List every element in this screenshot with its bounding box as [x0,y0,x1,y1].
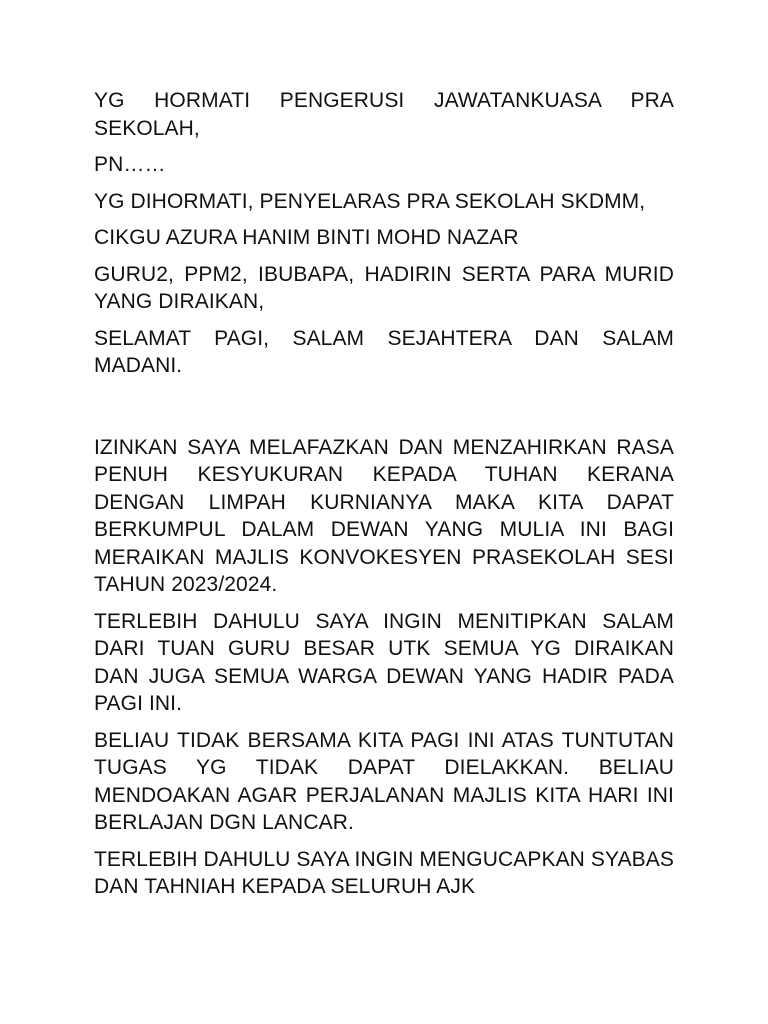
greeting-pn: PN…… [94,153,166,176]
body-paragraph-congratulations: TERLEBIH DAHULU SAYA INGIN MENGUCAPKAN SYABAS DAN TAHNIAH KEPADA SELURUH AJK [94,847,674,898]
greeting-coordinator: YG DIHORMATI, PENYELARAS PRA SEKOLAH SKDMM, [94,189,646,213]
body-paragraph-headmaster-absence: BELIAU TIDAK BERSAMA KITA PAGI INI ATAS TUNTUTAN TUGAS YG TIDAK DAPAT DIELAKKAN. BELIAU MENDOAKAN AGAR PERJALANAN MAJLIS KITA HARI INI BERLAJAN DGN LANCAR. [94,728,674,834]
greeting-audience: GURU2, PPM2, IBUBAPA, HADIRIN SERTA PARA MURID YANG DIRAIKAN, [94,262,674,313]
paragraph-gap [94,389,674,434]
body-paragraph-greetings-from-headmaster: TERLEBIH DAHULU SAYA INGIN MENITIPKAN SALAM DARI TUAN GURU BESAR UTK SEMUA YG DIRAIKAN DAN JUGA SEMUA WARGA DEWAN YANG HADIR PADA PAGI INI. [94,609,674,715]
greeting-salutation: SELAMAT PAGI, SALAM SEJAHTERA DAN SALAM MADANI. [94,326,674,377]
document-content [94,87,674,910]
body-paragraph-gratitude: IZINKAN SAYA MELAFAZKAN DAN MENZAHIRKAN RASA PENUH KESYUKURAN KEPADA TUHAN KERANA DENGAN LIMPAH KURNIANYA MAKA KITA DAPAT BERKUMPUL DALAM DEWAN YANG MULIA INI BAGI MERAIKAN MAJLIS KONVOKESYEN PRASEKOLAH SESI TAHUN 2023/2024. [94,435,674,596]
greeting-chairman: YG HORMATI PENGERUSI JAWATANKUASA PRA SEKOLAH, [94,89,674,140]
greeting-teacher-name: CIKGU AZURA HANIM BINTI MOHD NAZAR [94,226,519,249]
